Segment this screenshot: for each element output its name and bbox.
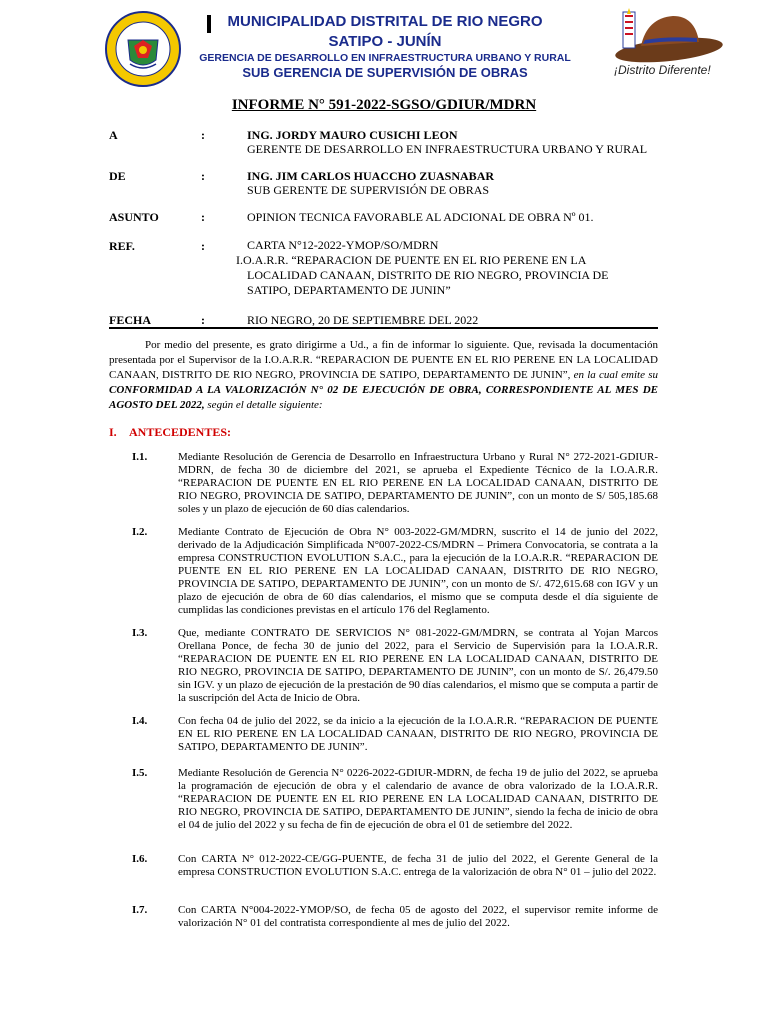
letterhead <box>0 0 768 92</box>
subject-value: OPINION TECNICA FAVORABLE AL ADCIONAL DE OBRA Nº 01. <box>247 210 594 224</box>
ref-label: REF. <box>109 239 135 253</box>
subject-label: ASUNTO <box>109 210 159 224</box>
from-colon: : <box>201 169 205 183</box>
report-title: INFORME N° 591-2022-SGSO/GDIUR/MDRN <box>231 97 537 113</box>
intro-text: Por medio del presente, es grato dirigirme a Ud., a fin de informar lo siguiente. Que, revisada la documentación presentada por el Supervisor de la I.O.A.R.R. “REPARACION DE PUENTE EN EL RIO PERENE EN LA LOCALIDAD CANAAN, DISTRITO DE RIO NEGRO, PROVINCIA DE SATIPO, DEPARTAMENTO DE JUNIN” <box>109 339 658 381</box>
municipality-name: MUNICIPALIDAD DISTRITAL DE RIO NEGRO <box>227 13 543 30</box>
section-title: ANTECEDENTES: <box>129 425 232 439</box>
gerencia-name: GERENCIA DE DESARROLLO EN INFRAESTRUCTURA URBANO Y RURAL <box>199 52 571 64</box>
from-name: ING. JIM CARLOS HUACCHO ZUASNABAR <box>247 169 495 183</box>
to-name: ING. JORDY MAURO CUSICHI LEON <box>247 128 458 142</box>
ref-line: CARTA N°12-2022-YMOP/SO/MDRN <box>247 238 439 252</box>
section-number: I. <box>109 425 117 439</box>
to-label: A <box>109 128 118 142</box>
sub-gerencia-name: SUB GERENCIA DE SUPERVISIÓN DE OBRAS <box>242 65 528 80</box>
date-value: RIO NEGRO, 20 DE SEPTIEMBRE DEL 2022 <box>247 313 479 327</box>
location-name: SATIPO - JUNÍN <box>328 33 442 50</box>
item-text: Mediante Resolución de Gerencia de Desarrollo en Infraestructura Urbano y Rural N° 272-2021-GDIUR-MDRN, de fecha 30 de diciembre del 2021, se aprueba el Expediente Técnico de la I.O.A.R.R. “REPARACION DE PUENTE EN EL RIO PERENE EN LA LOCALIDAD CANAAN, DISTRITO DE RIO NEGRO, PROVINCIA DE SATIPO, DEPARTAMENTO DE JUNIN”, con un monto de S/ 505,185.68 soles y un plazo de ejecución de 60 días calendarios. <box>178 451 658 515</box>
intro-paragraph <box>109 338 658 413</box>
intro-text-italic: según el detalle siguiente: <box>204 399 323 411</box>
item-text: Con CARTA N° 012-2022-CE/GG-PUENTE, de fecha 31 de julio del 2022, el Gerente General de la empresa CONSTRUCTION EVOLUTION S.A.C. entrega de la valorización de obra N° 01 – julio del 2022. <box>178 853 658 878</box>
brand-logo <box>607 6 725 90</box>
subject-colon: : <box>201 210 205 224</box>
intro-text-italic: , en la cual emite su <box>567 369 658 381</box>
date-label: FECHA <box>109 313 151 327</box>
ref-line: SATIPO, DEPARTAMENTO DE JUNIN” <box>247 283 451 297</box>
item-text: Mediante Contrato de Ejecución de Obra N° 003-2022-GM/MDRN, suscrito el 14 de junio del 2022, derivado de la Adjudicación Simplificada N°007-2022-CS/MDRN – Primera Convocatoria, se contrata a la empresa CONSTRUCTION EVOLUTION S.A.C., para la ejecución de la I.O.A.R.R. “REPARACION DE PUENTE EN EL RIO PERENE EN LA LOCALIDAD CANAAN, DISTRITO DE RIO NEGRO, PROVINCIA DE SATIPO, DEPARTAMENTO DE JUNIN”, con un monto de S/. 472,615.68 con IGV y un plazo de ejecución de obra de 60 días calendarios, el mismo que se computa desde el día siguiente de cumplidas las condiciones previstas en el artículo 176 del Reglamento. <box>178 526 658 616</box>
item-text: Con CARTA N°004-2022-YMOP/SO, de fecha 05 de agosto del 2022, el supervisor remite informe de valorización N° 01 del contratista correspondiente al mes de julio del 2022. <box>178 904 658 929</box>
from-position: SUB GERENTE DE SUPERVISIÓN DE OBRAS <box>247 183 490 197</box>
ref-colon: : <box>201 239 205 253</box>
hat-icon <box>607 6 725 68</box>
to-colon: : <box>201 128 205 142</box>
item-number: I.1. <box>132 451 148 463</box>
slogan: ¡Distrito Diferente! <box>614 63 711 77</box>
from-label: DE <box>109 169 126 183</box>
intro-conformity: CONFORMIDAD A LA VALORIZACIÓN N° 02 DE EJECUCIÓN DE OBRA, CORRESPONDIENTE AL MES DE AGOSTO DEL 2022, <box>109 384 658 411</box>
item-number: I.6. <box>132 853 148 865</box>
section-heading <box>109 425 231 440</box>
to-position: GERENTE DE DESARROLLO EN INFRAESTRUCTURA URBANO Y RURAL <box>247 142 648 156</box>
header-rule <box>109 327 658 329</box>
item-text: Que, mediante CONTRATO DE SERVICIOS N° 081-2022-GM/MDRN, se contrata al Yojan Marcos Orellana Ponce, de fecha 30 de junio del 2022, para el Servicio de Supervisión para la I.O.A.R.R. “REPARACION DE PUENTE EN EL RIO PERENE EN LA LOCALIDAD CANAAN, DISTRITO DE RIO NEGRO, PROVINCIA DE SATIPO, DEPARTAMENTO DE JUNIN”, con un monto de S/. 26,479.50 sin IGV. y un plazo de ejecución de la prestación de 90 días calendarios, el mismo que se computa a partir de la suscripción del Acta de Inicio de Obra. <box>178 627 658 704</box>
item-number: I.5. <box>132 767 148 779</box>
item-text: Mediante Resolución de Gerencia N° 0226-2022-GDIUR-MDRN, de fecha 19 de julio del 2022, se aprueba la programación de ejecución de obra y el calendario de avance de obra valorizado de la I.O.A.R.R. “REPARACION DE PUENTE EN EL RIO PERENE EN LA LOCALIDAD CANAAN, DISTRITO DE RIO NEGRO, PROVINCIA DE SATIPO, DEPARTAMENTO DE JUNIN”, siendo la fecha de inicio de obra el 04 de julio del 2022 y su fecha de fin de ejecución de obra el 01 de setiembre del 2022. <box>178 767 658 831</box>
date-colon: : <box>201 313 205 327</box>
item-number: I.4. <box>132 715 148 727</box>
ref-line: I.O.A.R.R. “REPARACION DE PUENTE EN EL RIO PERENE EN LA <box>236 253 587 267</box>
ref-line: LOCALIDAD CANAAN, DISTRITO DE RIO NEGRO, PROVINCIA DE <box>247 268 609 282</box>
item-text: Con fecha 04 de julio del 2022, se da inicio a la ejecución de la I.O.A.R.R. “REPARACION DE PUENTE EN EL RIO PERENE EN LA LOCALIDAD CANAAN, DISTRITO DE RIO NEGRO, PROVINCIA DE SATIPO, DEPARTAMENTO DE JUNIN”. <box>178 715 658 753</box>
item-number: I.7. <box>132 904 148 916</box>
item-number: I.2. <box>132 526 148 538</box>
municipal-seal-logo <box>104 10 182 88</box>
item-number: I.3. <box>132 627 148 639</box>
